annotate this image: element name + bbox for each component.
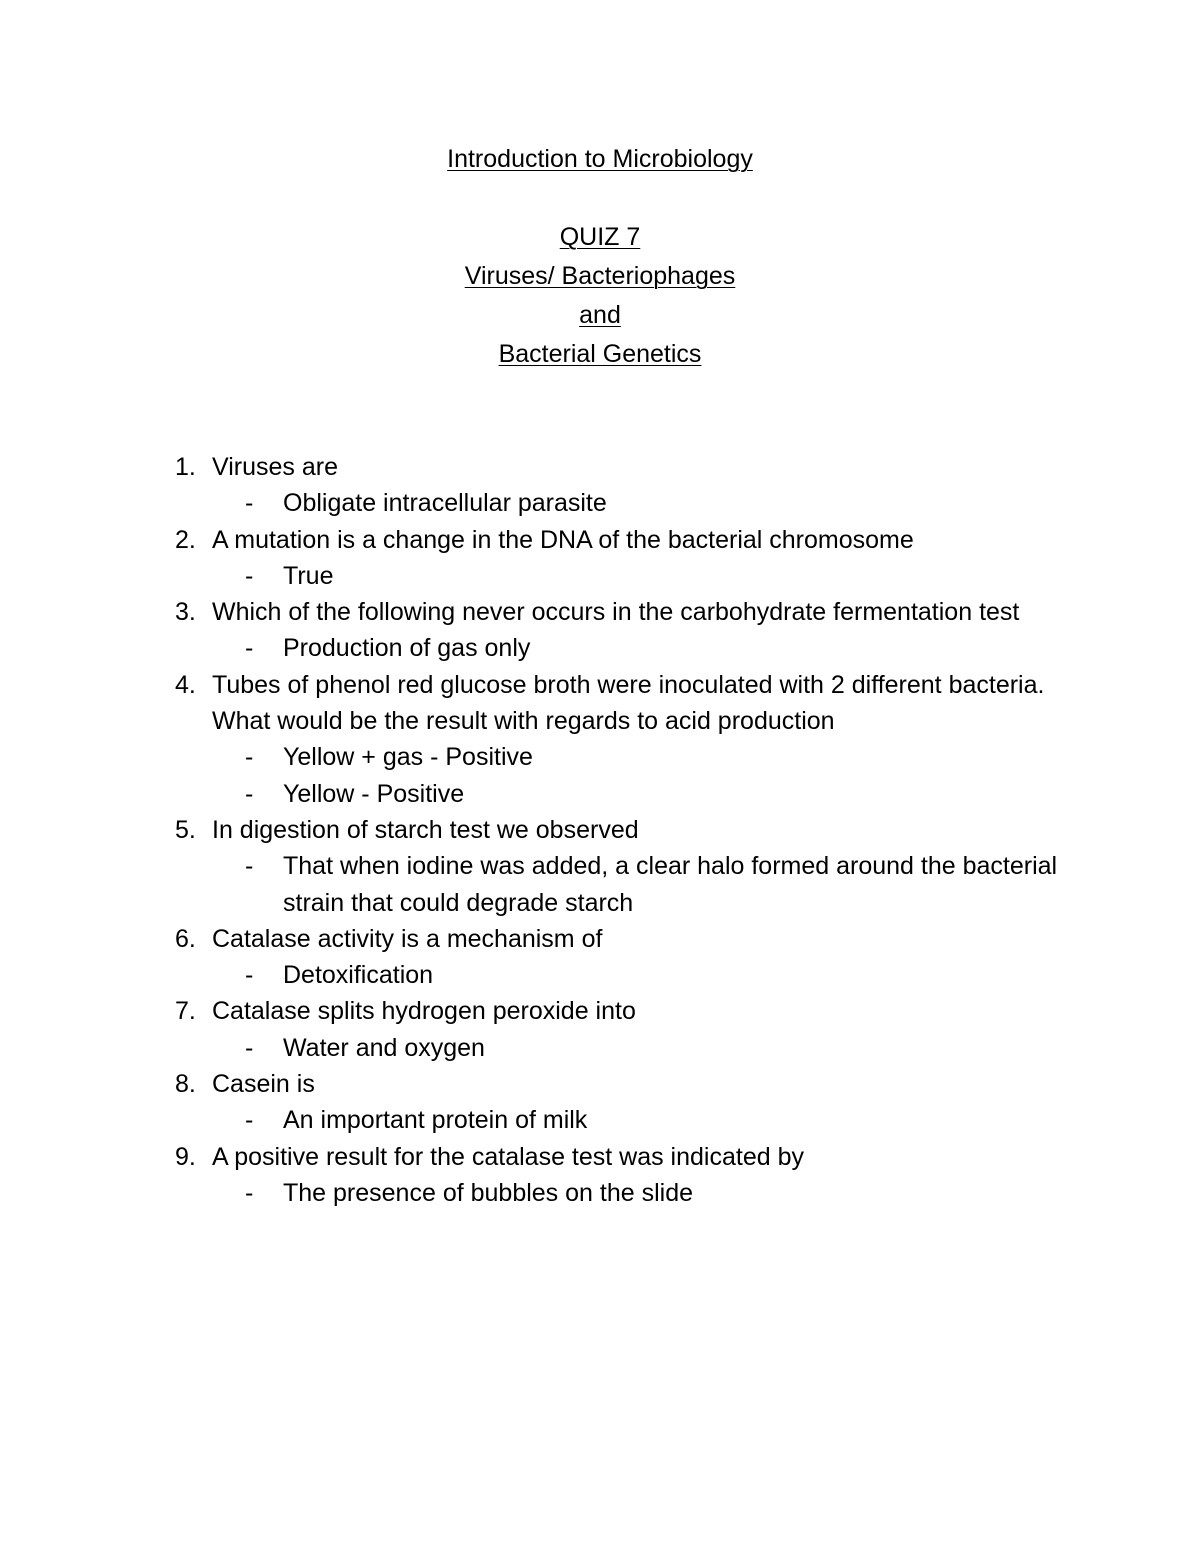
- question-item: [0, 522, 1200, 595]
- answer-dash-marker: -: [245, 961, 254, 990]
- question-number: 2.: [175, 525, 196, 554]
- question-text: In digestion of starch test we observed: [212, 815, 639, 844]
- quiz-title: QUIZ 7: [559, 223, 641, 251]
- course-title-text: Introduction to Microbiology: [447, 145, 753, 173]
- question-number: 5.: [175, 815, 196, 844]
- answer-item: [212, 1102, 1060, 1138]
- answer-list: [212, 1175, 1060, 1211]
- question-text: Casein is: [212, 1070, 315, 1099]
- answer-item: [212, 1030, 1060, 1066]
- answer-list: [212, 1102, 1060, 1138]
- answer-text: Yellow - Positive: [283, 779, 465, 808]
- question-item: [0, 594, 1200, 667]
- quiz-topic-line-2: and: [579, 301, 621, 329]
- answer-item: [212, 957, 1060, 993]
- answer-list: [212, 848, 1060, 921]
- answer-item: [212, 739, 1060, 775]
- question-number: 6.: [175, 924, 196, 953]
- answer-dash-marker: -: [245, 561, 254, 590]
- question-number: 9.: [175, 1142, 196, 1171]
- answer-dash-marker: -: [245, 1106, 254, 1135]
- answer-text: An important protein of milk: [283, 1106, 588, 1135]
- answer-text: The presence of bubbles on the slide: [283, 1178, 693, 1207]
- answer-text: Detoxification: [283, 961, 434, 990]
- answer-dash-marker: -: [245, 1178, 254, 1207]
- question-list: [0, 449, 1200, 1211]
- question-item: [0, 1139, 1200, 1212]
- question-text: Catalase splits hydrogen peroxide into: [212, 997, 636, 1026]
- question-item: [0, 812, 1200, 921]
- question-text: A positive result for the catalase test was indicated by: [212, 1142, 804, 1171]
- answer-text: Obligate intracellular parasite: [283, 489, 607, 518]
- question-number: 7.: [175, 997, 196, 1026]
- question-number: 1.: [175, 453, 196, 481]
- answer-text: That when iodine was added, a clear halo formed around the bacterial strain that could degrade starch: [283, 852, 1058, 917]
- answer-item: [212, 776, 1060, 812]
- answer-list: [212, 630, 1060, 666]
- question-item: [0, 993, 1200, 1066]
- question-item: [0, 921, 1200, 994]
- question-number: 8.: [175, 1070, 196, 1099]
- answer-item: [212, 848, 1060, 921]
- answer-dash-marker: -: [245, 779, 254, 808]
- answer-list: [212, 1030, 1060, 1066]
- answer-dash-marker: -: [245, 743, 254, 772]
- question-text: Catalase activity is a mechanism of: [212, 924, 603, 953]
- answer-text: Production of gas only: [283, 634, 531, 663]
- answer-dash-marker: -: [245, 489, 254, 518]
- question-item: [0, 667, 1200, 812]
- quiz-topic-line-3: Bacterial Genetics: [498, 340, 702, 368]
- answer-item: [212, 630, 1060, 666]
- quiz-title-block: [0, 222, 1200, 378]
- answer-list: [212, 739, 1060, 812]
- question-text: A mutation is a change in the DNA of the bacterial chromosome: [212, 525, 914, 554]
- question-text: Tubes of phenol red glucose broth were inoculated with 2 different bacteria. What would be the result with regards to acid production: [212, 670, 1045, 736]
- answer-item: [212, 1175, 1060, 1211]
- question-number: 3.: [175, 598, 196, 627]
- answer-item: [212, 485, 1060, 521]
- answer-dash-marker: -: [245, 852, 254, 881]
- answer-list: [212, 957, 1060, 993]
- question-item: [0, 1066, 1200, 1139]
- quiz-topic-line-1: Viruses/ Bacteriophages: [464, 262, 736, 290]
- answer-text: Water and oxygen: [283, 1033, 485, 1062]
- question-number: 4.: [175, 670, 196, 699]
- course-title: [0, 144, 1200, 174]
- answer-item: [212, 558, 1060, 594]
- answer-dash-marker: -: [245, 1033, 254, 1062]
- answer-list: [212, 485, 1060, 521]
- answer-text: Yellow + gas - Positive: [283, 743, 533, 772]
- answer-list: [212, 558, 1060, 594]
- answer-text: True: [283, 561, 334, 590]
- question-item: [0, 449, 1200, 522]
- question-text: Which of the following never occurs in the carbohydrate fermentation test: [212, 598, 1020, 627]
- answer-dash-marker: -: [245, 634, 254, 663]
- question-text: Viruses are: [212, 453, 338, 481]
